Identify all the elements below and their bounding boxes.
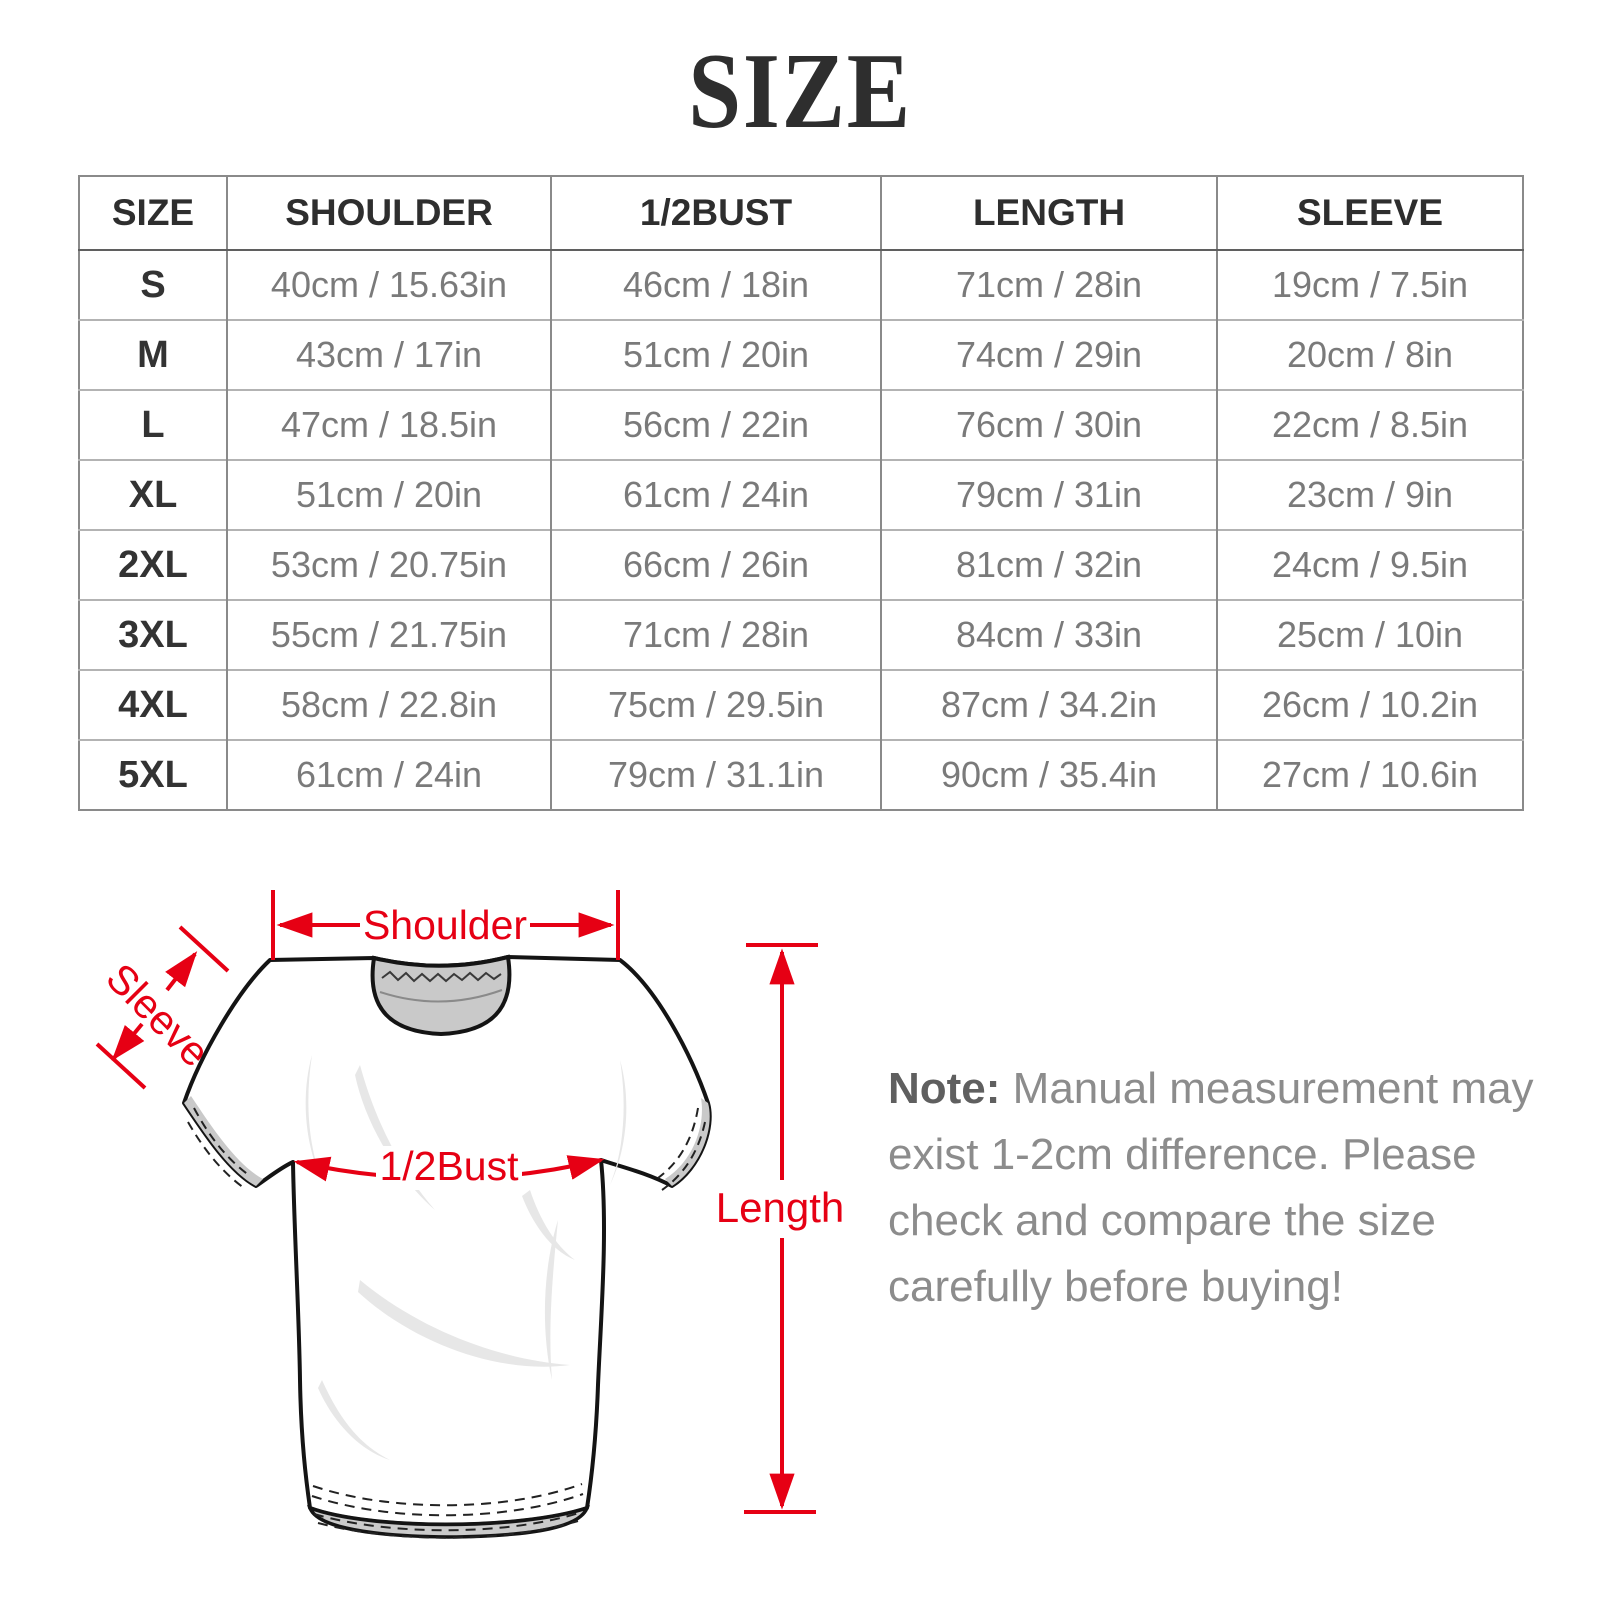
measurement-cell: 26cm / 10.2in: [1217, 670, 1523, 740]
measurement-cell: 81cm / 32in: [881, 530, 1217, 600]
measurement-cell: 51cm / 20in: [551, 320, 881, 390]
measurement-cell: 47cm / 18.5in: [227, 390, 551, 460]
measurement-cell: 53cm / 20.75in: [227, 530, 551, 600]
size-label-cell: 2XL: [79, 530, 227, 600]
measurement-cell: 75cm / 29.5in: [551, 670, 881, 740]
measurement-cell: 25cm / 10in: [1217, 600, 1523, 670]
measurement-cell: 74cm / 29in: [881, 320, 1217, 390]
column-header: SIZE: [79, 176, 227, 250]
note-line-text: Manual measurement may: [1012, 1064, 1534, 1113]
table-row: [79, 460, 1523, 530]
size-table-body: [79, 250, 1523, 810]
length-label: Length: [715, 1184, 845, 1231]
measurement-cell: 90cm / 35.4in: [881, 740, 1217, 810]
note-text: [888, 1056, 1534, 1320]
measurement-cell: 43cm / 17in: [227, 320, 551, 390]
size-label-cell: L: [79, 390, 227, 460]
column-header: LENGTH: [881, 176, 1217, 250]
measurement-cell: 71cm / 28in: [881, 250, 1217, 320]
table-row: [79, 530, 1523, 600]
size-label-cell: XL: [79, 460, 227, 530]
measurement-cell: 55cm / 21.75in: [227, 600, 551, 670]
half-bust-label: 1/2Bust: [379, 1143, 519, 1189]
column-header: 1/2BUST: [551, 176, 881, 250]
note-line: [888, 1056, 1534, 1122]
measurement-cell: 79cm / 31.1in: [551, 740, 881, 810]
measurement-cell: 23cm / 9in: [1217, 460, 1523, 530]
measurement-cell: 58cm / 22.8in: [227, 670, 551, 740]
column-header: SHOULDER: [227, 176, 551, 250]
measurement-cell: 87cm / 34.2in: [881, 670, 1217, 740]
measurement-cell: 22cm / 8.5in: [1217, 390, 1523, 460]
table-row: [79, 670, 1523, 740]
column-header: SLEEVE: [1217, 176, 1523, 250]
size-label-cell: 5XL: [79, 740, 227, 810]
size-label-cell: M: [79, 320, 227, 390]
measurement-cell: 56cm / 22in: [551, 390, 881, 460]
table-row: [79, 740, 1523, 810]
sleeve-label: Sleeve: [97, 954, 219, 1076]
measurement-cell: 19cm / 7.5in: [1217, 250, 1523, 320]
tshirt-illustration: [60, 860, 870, 1600]
size-label-cell: 4XL: [79, 670, 227, 740]
size-table-header-row: [79, 176, 1523, 250]
size-table: [78, 175, 1524, 811]
measurement-cell: 24cm / 9.5in: [1217, 530, 1523, 600]
measurement-cell: 71cm / 28in: [551, 600, 881, 670]
measurement-cell: 20cm / 8in: [1217, 320, 1523, 390]
measurement-cell: 66cm / 26in: [551, 530, 881, 600]
table-row: [79, 320, 1523, 390]
page-title: SIZE: [688, 32, 912, 151]
measurement-cell: 79cm / 31in: [881, 460, 1217, 530]
measurement-cell: 84cm / 33in: [881, 600, 1217, 670]
tshirt-outline: [184, 957, 710, 1538]
measurement-cell: 51cm / 20in: [227, 460, 551, 530]
table-row: [79, 390, 1523, 460]
tshirt-measurement-diagram: [60, 860, 870, 1600]
note-line: exist 1-2cm difference. Please: [888, 1130, 1477, 1179]
shoulder-label: Shoulder: [362, 902, 528, 948]
collar: [373, 957, 510, 1034]
table-row: [79, 250, 1523, 320]
measurement-cell: 61cm / 24in: [227, 740, 551, 810]
measurement-cell: 46cm / 18in: [551, 250, 881, 320]
measurement-cell: 76cm / 30in: [881, 390, 1217, 460]
size-label-cell: 3XL: [79, 600, 227, 670]
measurement-cell: 61cm / 24in: [551, 460, 881, 530]
measurement-cell: 27cm / 10.6in: [1217, 740, 1523, 810]
note-line: check and compare the size: [888, 1196, 1436, 1245]
note-line: carefully before buying!: [888, 1262, 1343, 1311]
size-label-cell: S: [140, 263, 166, 306]
table-row: [79, 600, 1523, 670]
measurement-cell: 40cm / 15.63in: [227, 250, 551, 320]
note-label: Note:: [888, 1064, 1001, 1113]
